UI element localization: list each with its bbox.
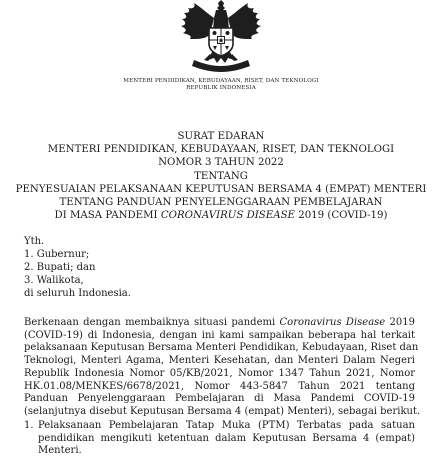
paragraph-line: Teknologi, Menteri Agama, Menteri Kesehatan, dan Menteri Dalam Negeri <box>24 355 415 367</box>
paragraph-line: (selanjutnya disebut Keputusan Bersama 4 (empat) Menteri), sebagai berikut. <box>24 405 421 417</box>
body-paragraph <box>24 317 421 419</box>
addressee-item: 2. Bupati; dan <box>24 262 96 273</box>
item-text: Pelaksanaan Pembelajaran Tatap Muka (PTM) Terbatas pada satuan pendidikan mengikuti ketentuan dalam Keputusan Bersama 4 (empat) Menteri. <box>38 420 415 457</box>
addressee-item: 3. Walikota, <box>24 275 84 286</box>
paragraph-line: Panduan Penyelenggaraan Pembelajaran di Masa Pandemi COVID-19 <box>24 393 415 405</box>
paragraph-line: pelaksanaan Keputusan Bersama Menteri Pendidikan, Kebudayaan, Riset dan <box>24 342 419 354</box>
issuer: MENTERI PENDIDIKAN, KEBUDAYAAN, RISET, DAN TEKNOLOGI <box>47 144 395 156</box>
addressee-item: 1. Gubernur; <box>24 249 90 260</box>
paragraph-line: (COVID-19) di Indonesia, dengan ini kami sampaikan beberapa hal terkait <box>24 329 415 341</box>
addressee-location: di seluruh Indonesia. <box>24 288 131 299</box>
salutation: Yth. <box>24 236 45 247</box>
paragraph-line: Republik Indonesia Nomor 05/KB/2021, Nomor 1347 Tahun 2021, Nomor <box>24 367 415 379</box>
paragraph-line: Berkenaan dengan membaiknya situasi pandemi Coronavirus Disease 2019 <box>24 317 415 328</box>
about-label: TENTANG <box>194 170 248 182</box>
document-title <box>0 130 442 222</box>
doc-number: NOMOR 3 TAHUN 2022 <box>158 157 284 169</box>
subject-line-3: DI MASA PANDEMI CORONAVIRUS DISEASE 2019 (COVID-19) <box>54 210 388 222</box>
garuda-emblem-icon <box>178 0 264 76</box>
paragraph-line: HK.01.08/MENKES/6678/2021, Nomor 443-5847 Tahun 2021 tentang <box>24 380 415 392</box>
doc-type: SURAT EDARAN <box>177 131 265 142</box>
ministry-name: MENTERI PENDIDIKAN, KEBUDAYAAN, RISET, DAN TEKNOLOGI <box>123 78 319 84</box>
item-number: 1. <box>24 420 34 431</box>
subject-line-1: PENYESUAIAN PELAKSANAAN KEPUTUSAN BERSAMA 4 (EMPAT) MENTERI <box>15 183 427 195</box>
subject-line-2: TENTANG PANDUAN PENYELENGGARAAN PEMBELAJARAN <box>59 197 383 209</box>
republic-name: REPUBLIK INDONESIA <box>186 85 256 91</box>
